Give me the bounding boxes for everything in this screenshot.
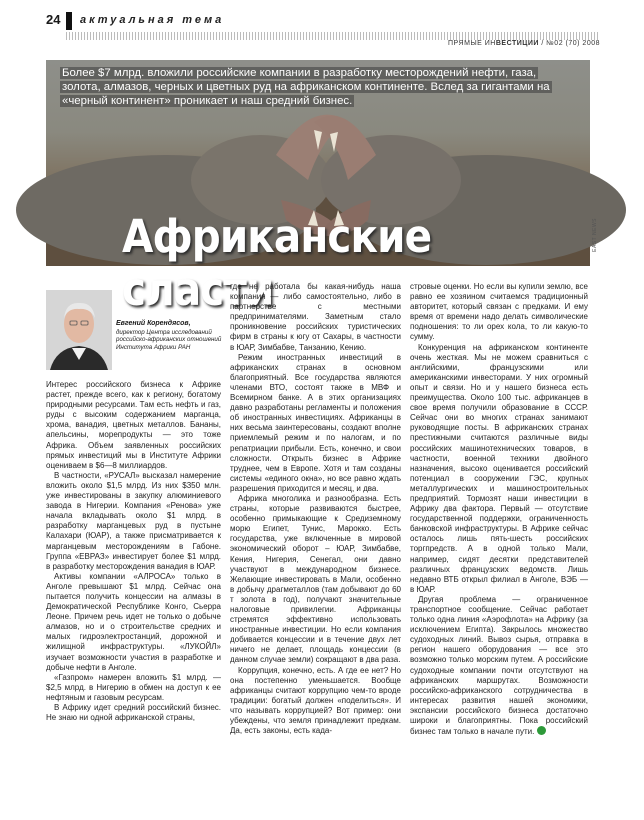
author-name: Евгений Корендясов,	[116, 320, 191, 327]
article-title: Африканские сласти	[122, 210, 432, 316]
paragraph: Африка многолика и разнообразна. Есть страны, которые развиваются быстрее, особенно примыкающие к Средиземному морю Египет, Тунис, Марокко. Есть государства, уже включенные в мировой экономический оборот – ЮАР, Зимбабве, Кения, Нигерия, Сенегал, они давно участвуют в международном бизнесе. Желающие инвестировать в Мали, особенно в добычу драгметаллов (там добывают до 60 т золота в год), получают значительные налоговые привилегии. Африканцы стремятся эффективно использовать иностранные инвестиции. Но если компания добивается концессии и в течение двух лет ничего не делает, площадь концессии (в данном случае земли) сокращают в два раза.	[230, 493, 401, 665]
paragraph: В Африку идет средний российский бизнес. Не знаю ни одной африканской страны,	[46, 703, 221, 723]
article-column-2	[230, 282, 401, 736]
section-bar	[66, 12, 72, 30]
lead-text: Более $7 млрд. вложили российские компании в разработку месторождений нефти, газа, золота, алмазов, черных и цветных руд на африканском континенте. Вслед за гигантами на «черный континент» проникает и наш средний бизнес.	[62, 67, 550, 107]
photo-credit: EAST NEWS	[592, 218, 598, 252]
paragraph	[410, 595, 588, 737]
page-header	[46, 12, 600, 47]
page-number: 24	[46, 12, 61, 27]
end-mark-icon	[537, 726, 546, 735]
paragraph: Коррупция, конечно, есть. А где ее нет? Но она постепенно уменьшается. Вообще африканцы считают коррупцию чем-то вроде традиции: богатый должен «поделиться». И что называть коррупцией? Вот пример: они убеждены, что земля принадлежит предкам. Да, есть законы, есть када-	[230, 665, 401, 736]
author-box	[46, 290, 232, 372]
paragraph: Активы компании «АЛРОСА» только в Анголе превышают $1 млрд. Сейчас она пытается получить концессии на алмазы в Демократической Республике Конго, Сьерра Леоне. Причем речь идет не только о добыче алмазов, но и о строительстве средних и малых гидроэлектростанций, дорожной и жилищной инфраструктуры. «ЛУКОЙЛ» изучает возможности участия в разработке и добыче нефти в Анголе.	[46, 571, 221, 672]
issue-info	[448, 40, 600, 47]
paragraph: «Газпром» намерен вложить $1 млрд. — $2,5 млрд. в Нигерию в обмен на доступ к ее нефтяным и газовым ресурсам.	[46, 672, 221, 702]
issue-bold: ВЕСТИЦИИ	[495, 40, 539, 47]
paragraph-text: Другая проблема — ограниченное транспортное сообщение. Сейчас работает только одна линия «Аэрофлота» на Африку (за исключением Египта). Закрылось множество судоходных линий. Вывоз сырья, отправка в регион нашего оборудования — все это возможно только морским путем. А российские судоходные компании почти отсутствуют на африканских маршрутах. Возможности российско-африканского сотрудничества в интересах развития нашей экономики, экспансии российского бизнеса достаточно широки и благоприятны. Пока российский бизнес там только в начале пути.	[410, 594, 588, 737]
paragraph: Режим иностранных инвестиций в африканских странах в основном благоприятный. Все государства являются членами ВТО, состоят также в МВФ и Всемирном банке. А в этих организациях давно разработаны регламенты и положения об иностранных инвестициях. Африканцы в них весьма заинтересованы, создают вполне приемлемый режим и по налогам, и по репатриации прибыли. Есть, конечно, и свои сложности. Открыть бизнес в Африке труднее, чем в Европе. Хотя и там созданы системы «единого окна», но все равно ждать разрешения приходится и месяц, и два.	[230, 352, 401, 493]
paragraph: стровые оценки. Но если вы купили землю, все равно ее хозяином считаемся традиционный авторитет, который связан с предками. И ему время от времени надо делать символические подношения: то ли орех кола, то ли какую-то сумму.	[410, 282, 588, 342]
article-column-3	[410, 282, 588, 737]
paragraph: Конкуренция на африканском континенте очень жесткая. Мы не можем сравниться с английскими, французскими или американскими инвесторами. У них огромный опыт и связи. Но и у нашего бизнеса есть преимущества. Около 100 тыс. африканцев в свое время получили образование в СССР. Сейчас они во многих странах занимают руководящие посты. В африканских странах престижными считаются различные виды российских машинотехнических товаров, в частности, военной техники двойного назначения, высоко оценивается российский потенциал в сооружении ГЭС, крупных металлургических и машиностроительных предприятий. Тормозят наши инвестиции в Африку два фактора. Первый — отсутствие государственной поддержки, ограниченность банковской инфраструктуры. В Африке сейчас осталось лишь пять-шесть российских торгпредств. А в одной только Мали, например, сидят десятки представителей различных французских ведомств. Лишь недавно ВТБ открыл филиал в Анголе, ВЭБ — в ЮАР.	[410, 342, 588, 594]
paragraph: Интерес российского бизнеса к Африке растет, прежде всего, как к региону, богатому природными ресурсами. Там есть нефть и газ, руды с высоким содержанием марганца, хрома, ванадия, цветных металлов. Бананы, апельсины, морепродукты — это тоже Африка. Объем заявленных российских прямых инвестиций мы в Институте Африки оцениваем в $6—8 миллиардов.	[46, 380, 221, 470]
paragraph: В частности, «РУСАЛ» высказал намерение вложить около $1,5 млрд. Из них $350 млн. уже инвестированы в закупку алюминиевого завода в Нигерии. Компания «Ренова» уже начала вкладывать около $1 млрд. в разработку марганцевых руд в пустыне Калахари (ЮАР), а также присматривается к марганцевым месторождениям в Габоне. Группа «ЕВРАЗ» инвестирует более $1 млрд. в разработку месторождения ванадия в ЮАР.	[46, 470, 221, 571]
issue-prefix: ПРЯМЫЕ ИН	[448, 40, 496, 47]
issue-suffix: / №02 (70) 2008	[538, 40, 600, 47]
author-description: директор Центра исследований российско-африканских отношений Института Африки РАН	[116, 329, 222, 351]
header-stripe	[66, 32, 600, 40]
author-portrait	[46, 290, 112, 370]
article-column-1	[46, 380, 221, 723]
paragraph: где не работала бы какая-нибудь наша компания — либо самостоятельно, либо в партнерстве с местными предпринимателями. Заметным стало проникновение российских туристических фирм в страны к югу от Сахары, в частности в ЮАР, Зимбабве, Танзанию, Кению.	[230, 282, 401, 352]
lead-paragraph	[60, 66, 576, 108]
section-label: актуальная тема	[80, 14, 225, 26]
portrait-icon	[46, 290, 112, 370]
